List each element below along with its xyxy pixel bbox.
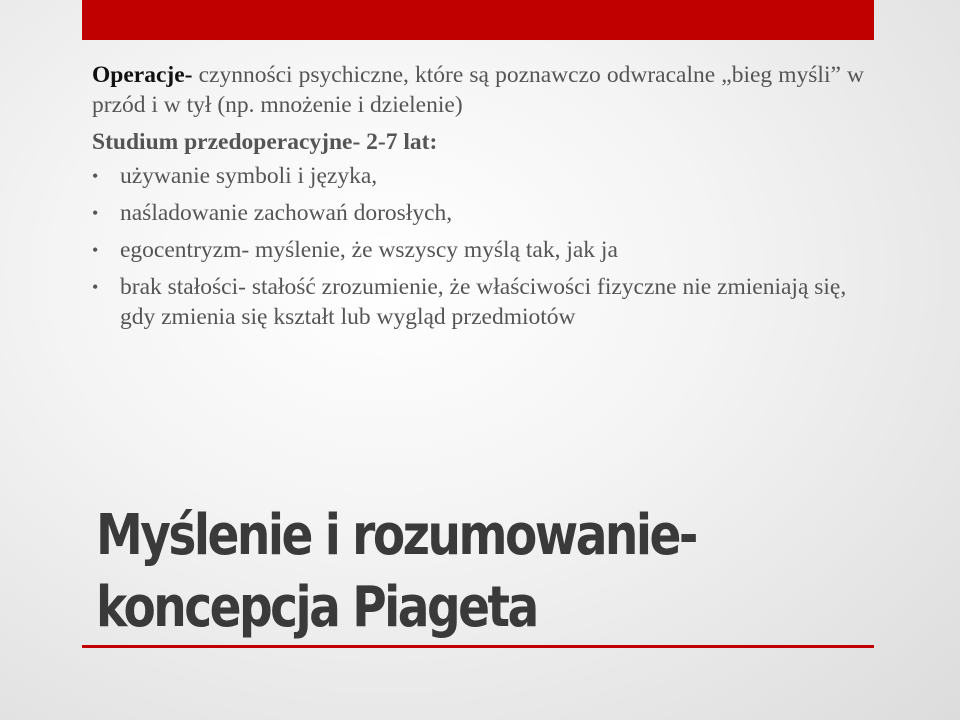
bullet-icon: • (92, 203, 99, 223)
slide-content (92, 60, 864, 339)
intro-definition: czynności psychiczne, które są poznawczo odwracalne „bieg myśli” w przód i w tył (np. mnożenie i dzielenie) (92, 62, 864, 118)
bullet-text: egocentryzm- myślenie, że wszyscy myślą tak, jak ja (120, 237, 618, 263)
slide-title-line-1: Myślenie i rozumowanie- (96, 503, 696, 568)
bullet-icon: • (92, 240, 99, 260)
bullet-item (92, 272, 864, 332)
slide-title (96, 500, 751, 644)
intro-term: Operacje- (92, 62, 193, 88)
bullet-text: naśladowanie zachowań dorosłych, (120, 200, 453, 226)
stage-heading: Studium przedoperacyjne- 2-7 lat: (92, 129, 438, 155)
top-accent-bar (82, 0, 874, 40)
bullet-icon: • (92, 166, 99, 186)
intro-paragraph (92, 60, 864, 120)
title-underline (82, 645, 874, 648)
bullet-item (92, 198, 864, 228)
bullet-list (92, 161, 864, 332)
bullet-item (92, 161, 864, 191)
bullet-text: brak stałości- stałość zrozumienie, że właściwości fizyczne nie zmieniają się, gdy zmienia się kształt lub wygląd przedmiotów (120, 274, 847, 330)
bullet-item (92, 235, 864, 265)
slide-title-line-2: koncepcja Piageta (96, 575, 537, 640)
bullet-text: używanie symboli i języka, (120, 163, 378, 189)
bullet-icon: • (92, 277, 99, 297)
